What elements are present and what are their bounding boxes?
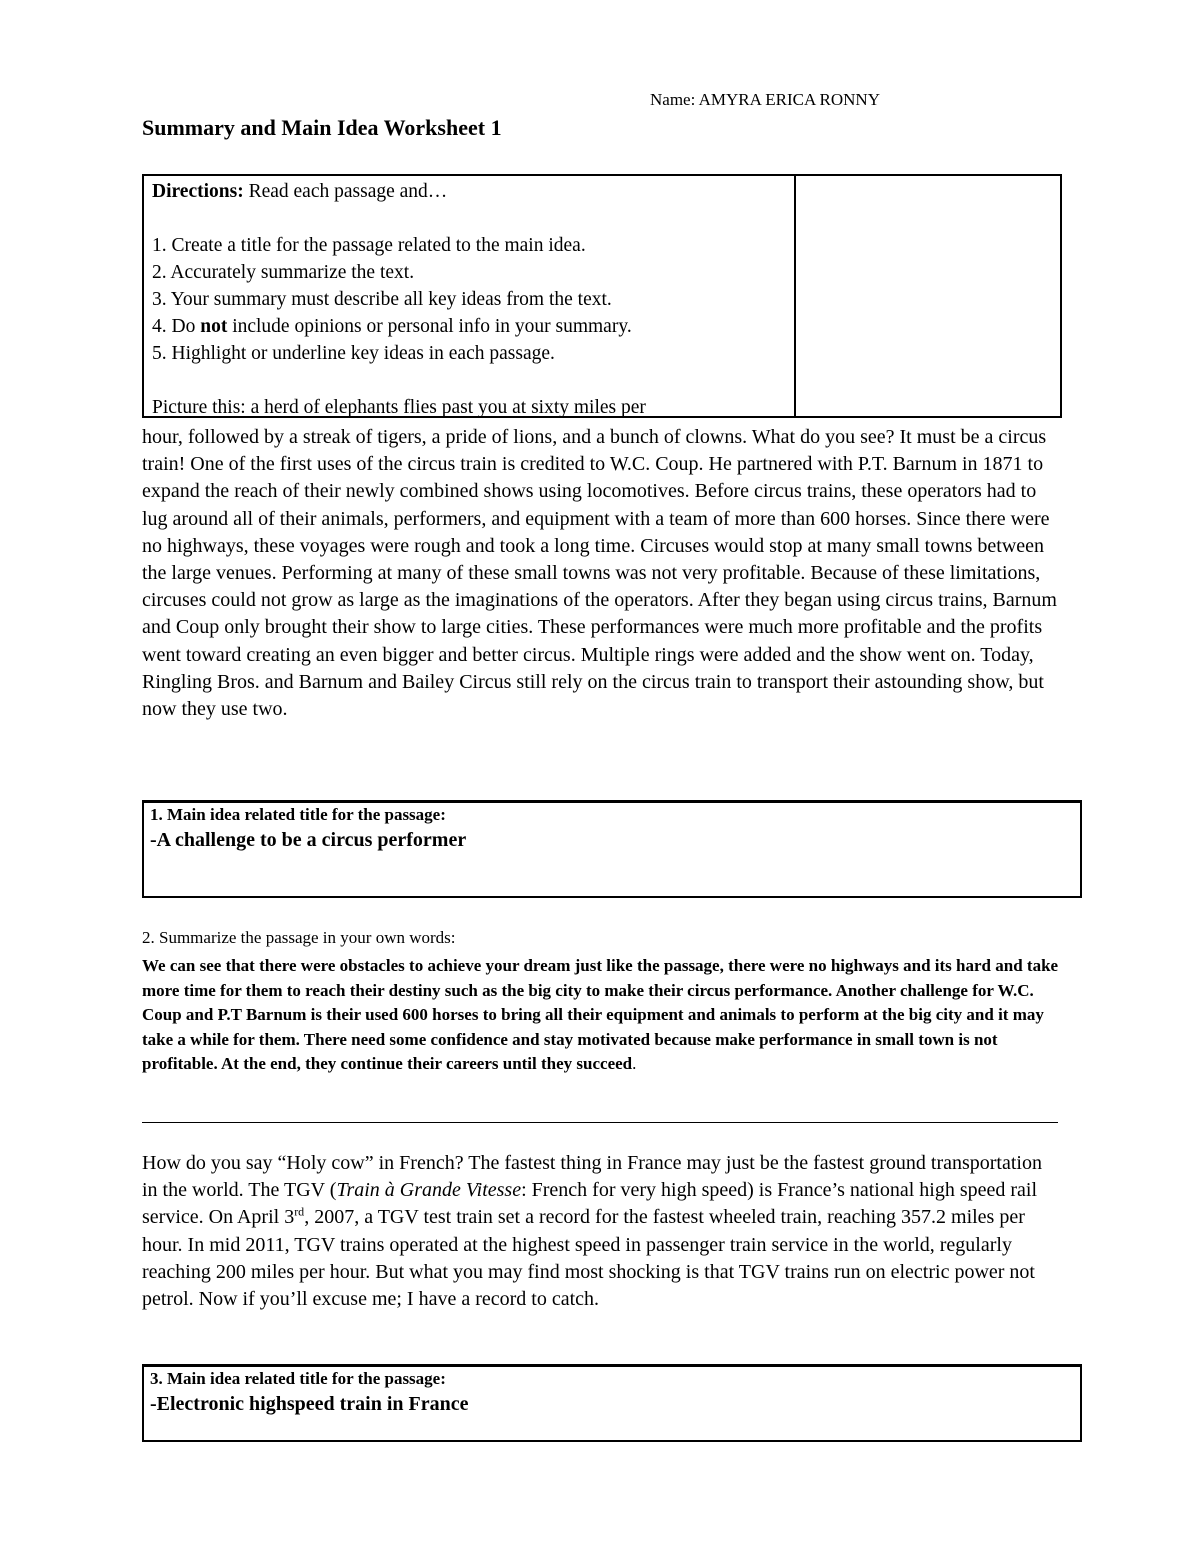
passage-2-superscript: rd [294,1204,305,1219]
question-2-answer-end: . [632,1054,637,1073]
directions-intro: Read each passage and… [243,181,448,202]
question-2-prompt: 2. Summarize the passage in your own words: [142,928,456,947]
question-3-label: 3. Main idea related title for the passage: [150,1369,446,1388]
question-3-answer[interactable]: -Electronic highspeed train in France [150,1393,469,1415]
question-1-answer[interactable]: -A challenge to be a circus performer [150,829,467,851]
answer-box-1[interactable] [142,800,1082,898]
directions-divider [794,176,796,416]
question-2-answer[interactable] [142,954,1062,1077]
directions-heading [152,178,792,205]
directions-box [142,174,1062,418]
directions-text [152,178,792,421]
worksheet-title: Summary and Main Idea Worksheet 1 [142,115,502,140]
direction-item-2: 2. Accurately summarize the text. [152,262,415,283]
question-1-label: 1. Main idea related title for the passage: [150,805,446,824]
direction-item-4-emphasis: not [200,316,228,337]
answer-underline [142,1122,1058,1123]
question-2-answer-text[interactable]: We can see that there were obstacles to achieve your dream just like the passage, there were no highways and its hard and take more time for them to reach their destiny such as the big city to make their circus performance. Another challenge for W.C. Coup and P.T Barnum is their used 600 horses to bring all their equipment and animals to perform at the big city and it may take a while for them. There need some confidence and stay motivated because make performance in small town is not profitable. At the end, they continue their careers until they succeed [142,956,1059,1073]
passage-2: How do you say “Holy cow” in French? The fastest thing in France may just be the fastest ground transportation in the world. The TGV (Train à Grande Vitesse: French for very high speed) is France’s national high speed rail service. On April 3rd, 2007, a TGV test train set a record for the fastest wheeled train, reaching 357.2 miles per hour. In mid 2011, TGV trains operated at the highest speed in passenger train service in the world, regularly reaching 200 miles per hour. But what you may find most shocking is that TGV trains run on electric power not petrol. Now if you’ll excuse me; I have a record to catch. [142,1152,1042,1311]
passage-1: hour, followed by a streak of tigers, a pride of lions, and a bunch of clowns. What do you see? It must be a circus train! One of the first uses of the circus train is credited to W.C. Coup. He partnered with P.T. Barnum in 1871 to expand the reach of their newly combined shows using locomotives. Before circus trains, these operators had to lug around all of their animals, performers, and equipment with a team of more than 600 horses. Since there were no highways, these voyages were rough and took a long time. Circuses would stop at many small towns between the large venues. Performing at many of these small towns was not very profitable. Because of these limitations, circuses could not grow as large as the imaginations of the operators. After they began using circus trains, Barnum and Coup only brought their show to large cities. These performances were much more profitable and the profits went toward creating an even bigger and better circus. Multiple rings were added and the show went on. Today, Ringling Bros. and Barnum and Bailey Circus still rely on the circus train to transport their astounding show, but now they use two. [142,426,1057,721]
passage-2-italic: Train à Grande Vitesse [336,1179,522,1202]
direction-item-4: 4. Do not include opinions or personal info in your summary. [152,316,632,337]
direction-item-1: 1. Create a title for the passage related to the main idea. [152,235,586,256]
directions-label: Directions: [152,181,244,202]
student-name: Name: AMYRA ERICA RONNY [650,90,880,109]
direction-item-5: 5. Highlight or underline key ideas in each passage. [152,343,555,364]
passage1-opening: Picture this: a herd of elephants flies past you at sixty miles per [152,397,646,418]
direction-item-3: 3. Your summary must describe all key ideas from the text. [152,289,612,310]
answer-box-3[interactable] [142,1364,1082,1442]
